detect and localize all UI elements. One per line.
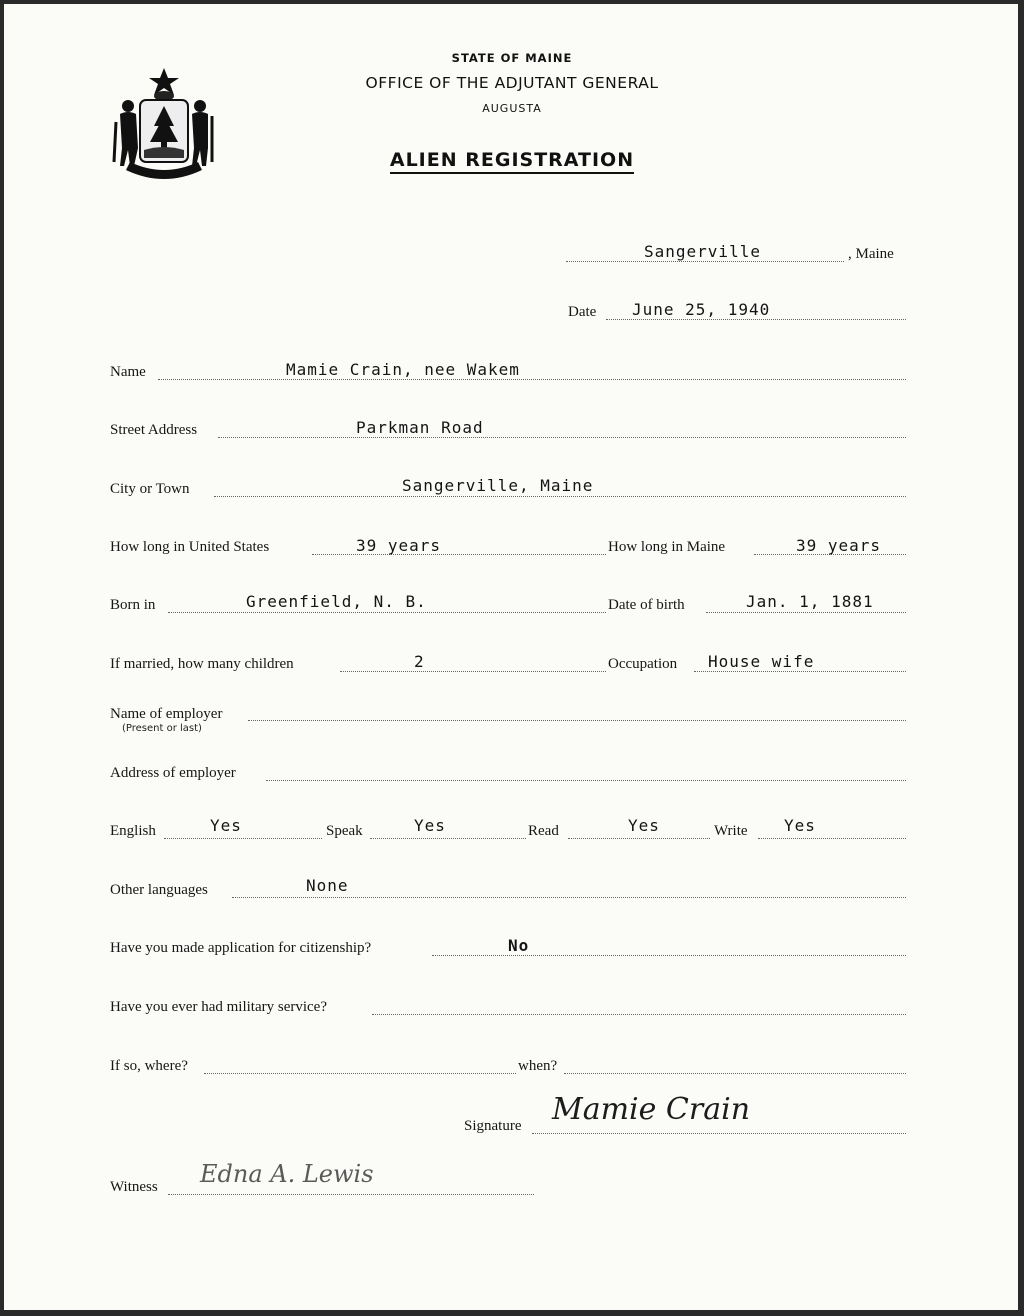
english-line [164, 838, 322, 839]
witness-line [168, 1194, 534, 1195]
street-line [218, 437, 906, 438]
name-label: Name [110, 364, 146, 380]
born-in-value: Greenfield, N. B. [246, 592, 427, 611]
speak-line [370, 838, 526, 839]
born-in-label: Born in [110, 597, 156, 613]
english-value: Yes [210, 816, 242, 835]
street-value: Parkman Road [356, 418, 484, 437]
street-label: Street Address [110, 422, 198, 438]
city-heading: AUGUSTA [482, 102, 542, 115]
signature-line [532, 1133, 906, 1134]
speak-label: Speak [326, 823, 363, 839]
name-value: Mamie Crain, nee Wakem [286, 360, 520, 379]
occupation-label: Occupation [608, 656, 678, 672]
write-value: Yes [784, 816, 816, 835]
where-label: If so, where? [110, 1058, 188, 1074]
children-line [340, 671, 606, 672]
write-label: Write [714, 823, 748, 839]
write-line [758, 838, 906, 839]
where-line [204, 1073, 516, 1074]
signature-label: Signature [464, 1118, 522, 1134]
date-label: Date [568, 304, 597, 320]
maine-years-value: 39 years [796, 536, 882, 555]
citizenship-value: No [508, 936, 530, 955]
other-languages-label: Other languages [110, 882, 208, 898]
employer-label: Name of employer [110, 706, 223, 722]
city-town-label: City or Town [110, 481, 190, 497]
read-value: Yes [628, 816, 660, 835]
children-label: If married, how many children [110, 656, 294, 672]
signature-value: Mamie Crain [552, 1092, 751, 1127]
town-line [566, 261, 844, 262]
employer-note: (Present or last) [122, 723, 202, 734]
employer-line [248, 720, 906, 721]
date-line [606, 319, 906, 320]
maine-years-label: How long in Maine [608, 539, 726, 555]
name-line [158, 379, 906, 380]
born-in-line [168, 612, 606, 613]
town-suffix: , Maine [848, 246, 894, 262]
city-town-value: Sangerville, Maine [402, 476, 594, 495]
read-line [568, 838, 710, 839]
form-title: ALIEN REGISTRATION [0, 149, 1024, 174]
military-label: Have you ever had military service? [110, 999, 327, 1015]
witness-value: Edna A. Lewis [200, 1160, 374, 1188]
date-value: June 25, 1940 [632, 300, 771, 319]
employer-address-line [266, 780, 906, 781]
other-languages-value: None [306, 876, 349, 895]
other-languages-line [232, 897, 906, 898]
office-heading: OFFICE OF THE ADJUTANT GENERAL [365, 74, 659, 92]
citizenship-line [432, 955, 906, 956]
occupation-value: House wife [708, 652, 815, 671]
us-years-label: How long in United States [110, 539, 270, 555]
us-years-value: 39 years [356, 536, 442, 555]
when-label: when? [518, 1058, 558, 1074]
dob-line [706, 612, 906, 613]
town-value: Sangerville [644, 242, 761, 261]
read-label: Read [528, 823, 559, 839]
dob-label: Date of birth [608, 597, 685, 613]
occupation-line [694, 671, 906, 672]
city-town-line [214, 496, 906, 497]
english-label: English [110, 823, 156, 839]
state-heading: STATE OF MAINE [451, 51, 573, 65]
employer-address-label: Address of employer [110, 765, 236, 781]
speak-value: Yes [414, 816, 446, 835]
witness-label: Witness [110, 1179, 158, 1195]
citizenship-label: Have you made application for citizenship? [110, 940, 372, 956]
dob-value: Jan. 1, 1881 [746, 592, 874, 611]
when-line [564, 1073, 906, 1074]
military-line [372, 1014, 906, 1015]
children-value: 2 [414, 652, 425, 671]
